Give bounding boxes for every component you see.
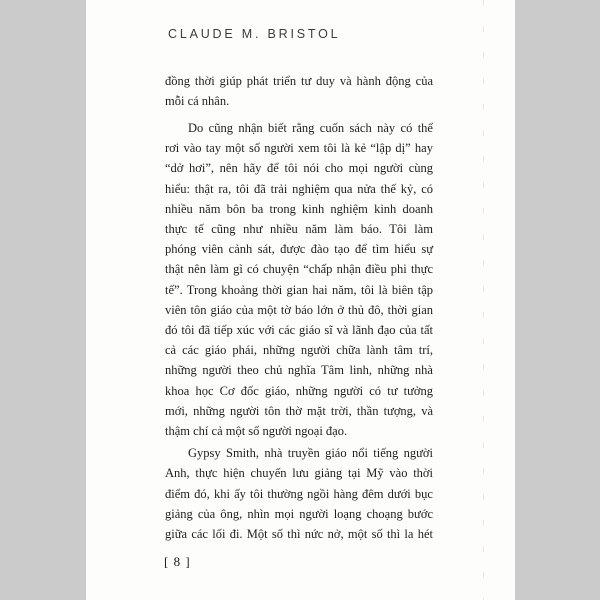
text-line: Anh, thực hiện chuyến lưu giảng tại Mỹ vào thời — [165, 466, 433, 481]
text-line: Gypsy Smith, nhà truyền giáo nổi tiếng người — [188, 446, 433, 461]
page-number: [ 8 ] — [164, 554, 191, 569]
text-line: giữa các lối đi. Một số thì nức nở, một số thì la hét — [165, 526, 433, 541]
book-page — [86, 0, 515, 600]
text-line: tế”. Trong khoảng thời gian hai năm, tôi là biên tập — [165, 282, 433, 297]
body-text — [165, 71, 433, 544]
paragraph — [165, 118, 433, 441]
paragraph — [165, 71, 433, 111]
text-line: thậm chí cả một số người ngoại đạo. — [165, 423, 348, 438]
text-line: hiểu: thật ra, tôi đã trải nghiệm qua nửa thế kỷ, có — [165, 181, 433, 196]
text-line: những người theo chủ nghĩa Tâm linh, những nhà — [165, 363, 433, 378]
text-line: mới, những người tôn thờ mặt trời, thần tượng, và — [165, 403, 433, 418]
text-line: nhiều năm bôn ba trong kinh nghiệm kinh doanh — [165, 201, 433, 216]
paragraph — [165, 443, 433, 544]
text-line: đồng thời giúp phát triển tư duy và hành động của — [165, 74, 433, 88]
text-line: đó tôi đã tiếp xúc với các giáo sĩ và lãnh đạo của tất — [165, 322, 433, 337]
text-line: viên tôn giáo của một tờ báo lớn ở thủ đô, thời gian — [165, 302, 433, 317]
text-line: phóng viên cảnh sát, được đào tạo để tìm hiểu sự — [165, 242, 433, 257]
page-edge-artifact — [483, 0, 484, 600]
text-line: cả các giáo phái, những người chữa lành tâm trí, — [165, 343, 433, 358]
text-line: thực tế cũng như nhiều năm làm báo. Tôi làm — [165, 221, 433, 236]
text-line: giảng của ông, nhìn mọi người loạng choạng bước — [165, 506, 433, 521]
text-line: thật nên làm gì có chuyện “chấp nhận điều phi thực — [165, 262, 433, 277]
text-line: khoa học Cơ đốc giáo, những người có tư tưởng — [165, 383, 433, 398]
text-line: “dở hơi”, nên hãy để tôi nói cho mọi người cùng — [165, 161, 433, 176]
text-line: mỗi cá nhân. — [165, 94, 230, 109]
text-line: điểm đó, khi ấy tôi thường ngồi hàng đêm dưới bục — [165, 486, 433, 501]
text-line: rơi vào tay một số người xem tôi là kẻ “lập dị” hay — [165, 141, 433, 156]
running-header: CLAUDE M. BRISTOL — [168, 27, 341, 41]
text-line: Do cũng nhận biết rằng cuốn sách này có thể — [188, 120, 433, 135]
